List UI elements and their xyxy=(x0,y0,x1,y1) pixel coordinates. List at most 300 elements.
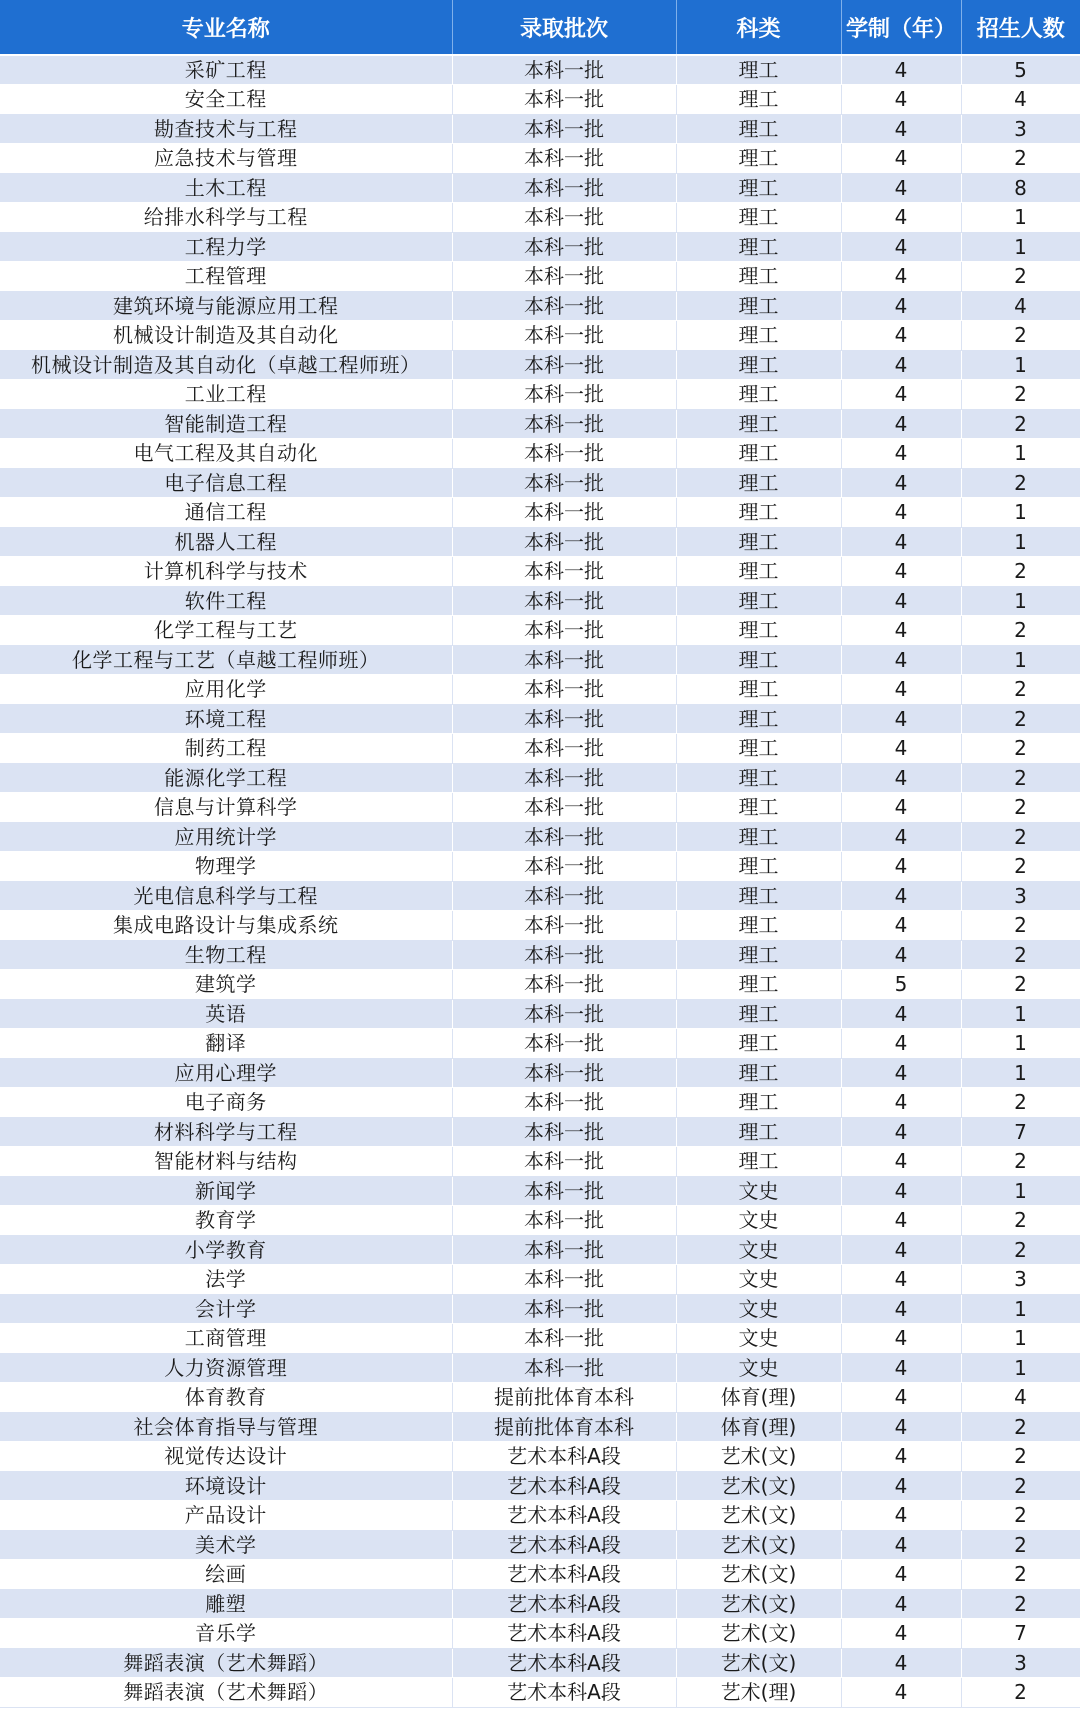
cell-major-name: 智能材料与结构 xyxy=(0,1147,452,1177)
cell-major-name: 软件工程 xyxy=(0,586,452,616)
cell-subject-category: 文史 xyxy=(676,1353,841,1383)
table-row xyxy=(0,1235,1080,1265)
cell-duration-years: 4 xyxy=(841,1088,961,1118)
cell-duration-years: 4 xyxy=(841,999,961,1029)
table-row xyxy=(0,586,1080,616)
cell-enrollment-count: 2 xyxy=(961,1530,1080,1560)
cell-subject-category: 理工 xyxy=(676,262,841,292)
cell-duration-years: 4 xyxy=(841,793,961,823)
cell-major-name: 物理学 xyxy=(0,852,452,882)
cell-duration-years: 4 xyxy=(841,1383,961,1413)
table-row xyxy=(0,321,1080,351)
cell-enrollment-count: 2 xyxy=(961,940,1080,970)
cell-major-name: 产品设计 xyxy=(0,1501,452,1531)
cell-major-name: 人力资源管理 xyxy=(0,1353,452,1383)
cell-admission-batch: 本科一批 xyxy=(452,675,676,705)
cell-subject-category: 理工 xyxy=(676,498,841,528)
cell-enrollment-count: 1 xyxy=(961,527,1080,557)
cell-enrollment-count: 2 xyxy=(961,1501,1080,1531)
cell-admission-batch: 本科一批 xyxy=(452,970,676,1000)
cell-admission-batch: 艺术本科A段 xyxy=(452,1501,676,1531)
cell-major-name: 应用心理学 xyxy=(0,1058,452,1088)
cell-major-name: 电子信息工程 xyxy=(0,468,452,498)
table-row xyxy=(0,1560,1080,1590)
cell-enrollment-count: 2 xyxy=(961,1235,1080,1265)
cell-admission-batch: 本科一批 xyxy=(452,144,676,174)
cell-enrollment-count: 2 xyxy=(961,1412,1080,1442)
cell-subject-category: 理工 xyxy=(676,1088,841,1118)
cell-admission-batch: 本科一批 xyxy=(452,734,676,764)
cell-subject-category: 体育(理) xyxy=(676,1383,841,1413)
cell-subject-category: 理工 xyxy=(676,144,841,174)
cell-duration-years: 4 xyxy=(841,1235,961,1265)
cell-duration-years: 4 xyxy=(841,203,961,233)
cell-admission-batch: 艺术本科A段 xyxy=(452,1442,676,1472)
cell-subject-category: 理工 xyxy=(676,675,841,705)
cell-admission-batch: 本科一批 xyxy=(452,586,676,616)
table-header xyxy=(0,0,1080,55)
cell-enrollment-count: 1 xyxy=(961,1353,1080,1383)
cell-admission-batch: 艺术本科A段 xyxy=(452,1648,676,1678)
table-row xyxy=(0,439,1080,469)
header-row xyxy=(0,0,1080,55)
cell-admission-batch: 本科一批 xyxy=(452,55,676,85)
table-row xyxy=(0,1088,1080,1118)
cell-duration-years: 4 xyxy=(841,114,961,144)
cell-admission-batch: 提前批体育本科 xyxy=(452,1383,676,1413)
cell-duration-years: 4 xyxy=(841,881,961,911)
cell-admission-batch: 本科一批 xyxy=(452,616,676,646)
cell-admission-batch: 艺术本科A段 xyxy=(452,1678,676,1708)
table-row xyxy=(0,1501,1080,1531)
cell-enrollment-count: 2 xyxy=(961,1471,1080,1501)
cell-subject-category: 理工 xyxy=(676,85,841,115)
cell-enrollment-count: 1 xyxy=(961,1294,1080,1324)
cell-duration-years: 4 xyxy=(841,498,961,528)
cell-major-name: 计算机科学与技术 xyxy=(0,557,452,587)
cell-subject-category: 理工 xyxy=(676,763,841,793)
cell-major-name: 新闻学 xyxy=(0,1176,452,1206)
table-row xyxy=(0,350,1080,380)
table-row xyxy=(0,675,1080,705)
cell-subject-category: 理工 xyxy=(676,557,841,587)
cell-admission-batch: 本科一批 xyxy=(452,1147,676,1177)
cell-admission-batch: 本科一批 xyxy=(452,704,676,734)
cell-enrollment-count: 1 xyxy=(961,999,1080,1029)
table-row xyxy=(0,557,1080,587)
table-row xyxy=(0,1147,1080,1177)
cell-major-name: 工程力学 xyxy=(0,232,452,262)
cell-duration-years: 4 xyxy=(841,1176,961,1206)
cell-subject-category: 理工 xyxy=(676,55,841,85)
cell-major-name: 会计学 xyxy=(0,1294,452,1324)
table-row xyxy=(0,616,1080,646)
table-row xyxy=(0,704,1080,734)
cell-duration-years: 4 xyxy=(841,468,961,498)
cell-subject-category: 理工 xyxy=(676,1029,841,1059)
cell-major-name: 通信工程 xyxy=(0,498,452,528)
cell-subject-category: 理工 xyxy=(676,970,841,1000)
cell-admission-batch: 本科一批 xyxy=(452,527,676,557)
cell-major-name: 小学教育 xyxy=(0,1235,452,1265)
cell-duration-years: 4 xyxy=(841,144,961,174)
table-row xyxy=(0,999,1080,1029)
table-row xyxy=(0,1353,1080,1383)
cell-enrollment-count: 3 xyxy=(961,114,1080,144)
cell-subject-category: 文史 xyxy=(676,1176,841,1206)
cell-subject-category: 理工 xyxy=(676,380,841,410)
cell-major-name: 电气工程及其自动化 xyxy=(0,439,452,469)
cell-subject-category: 文史 xyxy=(676,1294,841,1324)
cell-enrollment-count: 3 xyxy=(961,1648,1080,1678)
cell-subject-category: 理工 xyxy=(676,881,841,911)
table-row xyxy=(0,468,1080,498)
cell-admission-batch: 本科一批 xyxy=(452,1058,676,1088)
cell-duration-years: 4 xyxy=(841,1294,961,1324)
cell-enrollment-count: 2 xyxy=(961,1088,1080,1118)
cell-enrollment-count: 1 xyxy=(961,439,1080,469)
cell-enrollment-count: 2 xyxy=(961,144,1080,174)
cell-enrollment-count: 3 xyxy=(961,881,1080,911)
cell-duration-years: 4 xyxy=(841,1117,961,1147)
cell-subject-category: 理工 xyxy=(676,616,841,646)
cell-major-name: 采矿工程 xyxy=(0,55,452,85)
cell-admission-batch: 本科一批 xyxy=(452,232,676,262)
cell-subject-category: 艺术(文) xyxy=(676,1442,841,1472)
cell-duration-years: 4 xyxy=(841,645,961,675)
cell-admission-batch: 本科一批 xyxy=(452,793,676,823)
cell-subject-category: 艺术(文) xyxy=(676,1589,841,1619)
cell-subject-category: 理工 xyxy=(676,321,841,351)
cell-admission-batch: 本科一批 xyxy=(452,1117,676,1147)
cell-major-name: 音乐学 xyxy=(0,1619,452,1649)
cell-admission-batch: 本科一批 xyxy=(452,321,676,351)
cell-enrollment-count: 4 xyxy=(961,85,1080,115)
cell-subject-category: 理工 xyxy=(676,704,841,734)
cell-major-name: 雕塑 xyxy=(0,1589,452,1619)
cell-subject-category: 理工 xyxy=(676,114,841,144)
cell-enrollment-count: 2 xyxy=(961,675,1080,705)
cell-subject-category: 理工 xyxy=(676,586,841,616)
cell-admission-batch: 艺术本科A段 xyxy=(452,1589,676,1619)
cell-enrollment-count: 2 xyxy=(961,793,1080,823)
cell-major-name: 建筑环境与能源应用工程 xyxy=(0,291,452,321)
cell-enrollment-count: 2 xyxy=(961,970,1080,1000)
cell-major-name: 能源化学工程 xyxy=(0,763,452,793)
table-row xyxy=(0,970,1080,1000)
cell-subject-category: 艺术(文) xyxy=(676,1560,841,1590)
table-row xyxy=(0,1412,1080,1442)
cell-duration-years: 4 xyxy=(841,291,961,321)
cell-enrollment-count: 1 xyxy=(961,1029,1080,1059)
table-row xyxy=(0,1176,1080,1206)
table-body xyxy=(0,55,1080,1707)
cell-duration-years: 4 xyxy=(841,1265,961,1295)
cell-subject-category: 艺术(文) xyxy=(676,1501,841,1531)
cell-enrollment-count: 3 xyxy=(961,1265,1080,1295)
cell-subject-category: 理工 xyxy=(676,468,841,498)
cell-subject-category: 文史 xyxy=(676,1206,841,1236)
cell-duration-years: 5 xyxy=(841,970,961,1000)
cell-major-name: 工业工程 xyxy=(0,380,452,410)
cell-major-name: 安全工程 xyxy=(0,85,452,115)
cell-admission-batch: 本科一批 xyxy=(452,498,676,528)
cell-major-name: 社会体育指导与管理 xyxy=(0,1412,452,1442)
cell-enrollment-count: 2 xyxy=(961,1678,1080,1708)
cell-duration-years: 4 xyxy=(841,232,961,262)
cell-subject-category: 理工 xyxy=(676,439,841,469)
cell-major-name: 材料科学与工程 xyxy=(0,1117,452,1147)
cell-major-name: 土木工程 xyxy=(0,173,452,203)
cell-duration-years: 4 xyxy=(841,1324,961,1354)
cell-subject-category: 理工 xyxy=(676,203,841,233)
cell-subject-category: 理工 xyxy=(676,291,841,321)
cell-admission-batch: 本科一批 xyxy=(452,1029,676,1059)
cell-enrollment-count: 2 xyxy=(961,1206,1080,1236)
cell-duration-years: 4 xyxy=(841,1442,961,1472)
table-row xyxy=(0,911,1080,941)
cell-admission-batch: 本科一批 xyxy=(452,380,676,410)
cell-admission-batch: 艺术本科A段 xyxy=(452,1619,676,1649)
table-row xyxy=(0,645,1080,675)
cell-major-name: 机器人工程 xyxy=(0,527,452,557)
cell-major-name: 机械设计制造及其自动化 xyxy=(0,321,452,351)
cell-duration-years: 4 xyxy=(841,1029,961,1059)
header-enrollment-count: 招生人数 xyxy=(961,0,1080,55)
cell-subject-category: 理工 xyxy=(676,852,841,882)
cell-subject-category: 艺术(文) xyxy=(676,1471,841,1501)
cell-subject-category: 理工 xyxy=(676,999,841,1029)
cell-subject-category: 理工 xyxy=(676,173,841,203)
cell-admission-batch: 本科一批 xyxy=(452,852,676,882)
cell-admission-batch: 本科一批 xyxy=(452,262,676,292)
cell-subject-category: 艺术(文) xyxy=(676,1530,841,1560)
cell-duration-years: 4 xyxy=(841,321,961,351)
table-row xyxy=(0,1648,1080,1678)
cell-enrollment-count: 1 xyxy=(961,1324,1080,1354)
cell-duration-years: 4 xyxy=(841,1147,961,1177)
table-row xyxy=(0,380,1080,410)
cell-duration-years: 4 xyxy=(841,1678,961,1708)
cell-admission-batch: 本科一批 xyxy=(452,557,676,587)
table-row xyxy=(0,498,1080,528)
cell-duration-years: 4 xyxy=(841,380,961,410)
cell-admission-batch: 本科一批 xyxy=(452,911,676,941)
cell-duration-years: 4 xyxy=(841,262,961,292)
cell-admission-batch: 本科一批 xyxy=(452,203,676,233)
cell-admission-batch: 本科一批 xyxy=(452,645,676,675)
cell-duration-years: 4 xyxy=(841,852,961,882)
cell-major-name: 智能制造工程 xyxy=(0,409,452,439)
table-row xyxy=(0,291,1080,321)
table-row xyxy=(0,1678,1080,1708)
table-row xyxy=(0,114,1080,144)
cell-duration-years: 4 xyxy=(841,527,961,557)
cell-duration-years: 4 xyxy=(841,173,961,203)
cell-subject-category: 体育(理) xyxy=(676,1412,841,1442)
cell-subject-category: 艺术(文) xyxy=(676,1619,841,1649)
table-row xyxy=(0,940,1080,970)
cell-enrollment-count: 1 xyxy=(961,232,1080,262)
cell-major-name: 工程管理 xyxy=(0,262,452,292)
cell-major-name: 应用统计学 xyxy=(0,822,452,852)
cell-enrollment-count: 2 xyxy=(961,1147,1080,1177)
cell-subject-category: 理工 xyxy=(676,645,841,675)
cell-duration-years: 4 xyxy=(841,940,961,970)
header-subject-category: 科类 xyxy=(676,0,841,55)
table-row xyxy=(0,763,1080,793)
table-row xyxy=(0,527,1080,557)
cell-duration-years: 4 xyxy=(841,1412,961,1442)
cell-major-name: 法学 xyxy=(0,1265,452,1295)
cell-enrollment-count: 2 xyxy=(961,852,1080,882)
cell-major-name: 化学工程与工艺 xyxy=(0,616,452,646)
cell-major-name: 环境工程 xyxy=(0,704,452,734)
cell-subject-category: 理工 xyxy=(676,1147,841,1177)
cell-subject-category: 文史 xyxy=(676,1324,841,1354)
cell-subject-category: 理工 xyxy=(676,822,841,852)
cell-major-name: 集成电路设计与集成系统 xyxy=(0,911,452,941)
cell-enrollment-count: 7 xyxy=(961,1117,1080,1147)
cell-major-name: 舞蹈表演（艺术舞蹈） xyxy=(0,1678,452,1708)
cell-duration-years: 4 xyxy=(841,734,961,764)
cell-duration-years: 4 xyxy=(841,1648,961,1678)
cell-subject-category: 文史 xyxy=(676,1265,841,1295)
table-row xyxy=(0,1530,1080,1560)
table-row xyxy=(0,203,1080,233)
cell-duration-years: 4 xyxy=(841,1353,961,1383)
cell-duration-years: 4 xyxy=(841,822,961,852)
cell-enrollment-count: 1 xyxy=(961,350,1080,380)
table-row xyxy=(0,1294,1080,1324)
cell-subject-category: 理工 xyxy=(676,911,841,941)
cell-admission-batch: 本科一批 xyxy=(452,999,676,1029)
cell-duration-years: 4 xyxy=(841,911,961,941)
table-row xyxy=(0,822,1080,852)
table-row xyxy=(0,173,1080,203)
cell-major-name: 体育教育 xyxy=(0,1383,452,1413)
cell-enrollment-count: 8 xyxy=(961,173,1080,203)
cell-major-name: 翻译 xyxy=(0,1029,452,1059)
header-admission-batch: 录取批次 xyxy=(452,0,676,55)
cell-major-name: 绘画 xyxy=(0,1560,452,1590)
cell-duration-years: 4 xyxy=(841,1206,961,1236)
cell-admission-batch: 本科一批 xyxy=(452,291,676,321)
table-row xyxy=(0,55,1080,85)
cell-subject-category: 理工 xyxy=(676,940,841,970)
cell-admission-batch: 本科一批 xyxy=(452,1324,676,1354)
cell-subject-category: 理工 xyxy=(676,1117,841,1147)
header-duration-years: 学制（年） xyxy=(841,0,961,55)
cell-major-name: 制药工程 xyxy=(0,734,452,764)
cell-enrollment-count: 2 xyxy=(961,1560,1080,1590)
cell-major-name: 环境设计 xyxy=(0,1471,452,1501)
cell-admission-batch: 本科一批 xyxy=(452,763,676,793)
cell-admission-batch: 本科一批 xyxy=(452,114,676,144)
cell-admission-batch: 本科一批 xyxy=(452,881,676,911)
cell-duration-years: 4 xyxy=(841,675,961,705)
table-row xyxy=(0,1324,1080,1354)
cell-enrollment-count: 2 xyxy=(961,704,1080,734)
table-row xyxy=(0,85,1080,115)
header-major-name: 专业名称 xyxy=(0,0,452,55)
cell-admission-batch: 本科一批 xyxy=(452,1294,676,1324)
table-row xyxy=(0,734,1080,764)
table-row xyxy=(0,1471,1080,1501)
cell-enrollment-count: 4 xyxy=(961,291,1080,321)
cell-major-name: 勘查技术与工程 xyxy=(0,114,452,144)
cell-enrollment-count: 1 xyxy=(961,645,1080,675)
cell-major-name: 机械设计制造及其自动化（卓越工程师班） xyxy=(0,350,452,380)
cell-admission-batch: 本科一批 xyxy=(452,1206,676,1236)
table-row xyxy=(0,144,1080,174)
table-row xyxy=(0,1265,1080,1295)
cell-major-name: 给排水科学与工程 xyxy=(0,203,452,233)
table-row xyxy=(0,793,1080,823)
cell-subject-category: 理工 xyxy=(676,1058,841,1088)
cell-duration-years: 4 xyxy=(841,1501,961,1531)
table-row xyxy=(0,1117,1080,1147)
cell-enrollment-count: 2 xyxy=(961,321,1080,351)
cell-enrollment-count: 1 xyxy=(961,498,1080,528)
cell-duration-years: 4 xyxy=(841,1058,961,1088)
cell-admission-batch: 本科一批 xyxy=(452,1088,676,1118)
cell-major-name: 光电信息科学与工程 xyxy=(0,881,452,911)
cell-major-name: 电子商务 xyxy=(0,1088,452,1118)
cell-enrollment-count: 2 xyxy=(961,734,1080,764)
cell-subject-category: 文史 xyxy=(676,1235,841,1265)
cell-admission-batch: 本科一批 xyxy=(452,350,676,380)
cell-enrollment-count: 2 xyxy=(961,468,1080,498)
cell-admission-batch: 本科一批 xyxy=(452,1265,676,1295)
cell-admission-batch: 本科一批 xyxy=(452,439,676,469)
table-row xyxy=(0,232,1080,262)
cell-enrollment-count: 7 xyxy=(961,1619,1080,1649)
cell-duration-years: 4 xyxy=(841,616,961,646)
table-row xyxy=(0,1383,1080,1413)
cell-enrollment-count: 2 xyxy=(961,616,1080,646)
cell-admission-batch: 本科一批 xyxy=(452,1176,676,1206)
cell-duration-years: 4 xyxy=(841,586,961,616)
table-row xyxy=(0,1029,1080,1059)
table-row xyxy=(0,852,1080,882)
cell-enrollment-count: 2 xyxy=(961,262,1080,292)
cell-admission-batch: 本科一批 xyxy=(452,173,676,203)
cell-admission-batch: 提前批体育本科 xyxy=(452,1412,676,1442)
cell-major-name: 建筑学 xyxy=(0,970,452,1000)
table-row xyxy=(0,262,1080,292)
cell-duration-years: 4 xyxy=(841,763,961,793)
cell-subject-category: 理工 xyxy=(676,350,841,380)
cell-admission-batch: 本科一批 xyxy=(452,1353,676,1383)
cell-enrollment-count: 1 xyxy=(961,203,1080,233)
cell-major-name: 应急技术与管理 xyxy=(0,144,452,174)
cell-major-name: 教育学 xyxy=(0,1206,452,1236)
cell-duration-years: 4 xyxy=(841,1471,961,1501)
cell-enrollment-count: 5 xyxy=(961,55,1080,85)
cell-admission-batch: 本科一批 xyxy=(452,468,676,498)
cell-enrollment-count: 2 xyxy=(961,380,1080,410)
cell-admission-batch: 艺术本科A段 xyxy=(452,1530,676,1560)
cell-duration-years: 4 xyxy=(841,439,961,469)
cell-subject-category: 理工 xyxy=(676,409,841,439)
cell-duration-years: 4 xyxy=(841,409,961,439)
table-row xyxy=(0,1619,1080,1649)
table-row xyxy=(0,881,1080,911)
cell-admission-batch: 本科一批 xyxy=(452,409,676,439)
cell-duration-years: 4 xyxy=(841,1560,961,1590)
cell-subject-category: 理工 xyxy=(676,232,841,262)
